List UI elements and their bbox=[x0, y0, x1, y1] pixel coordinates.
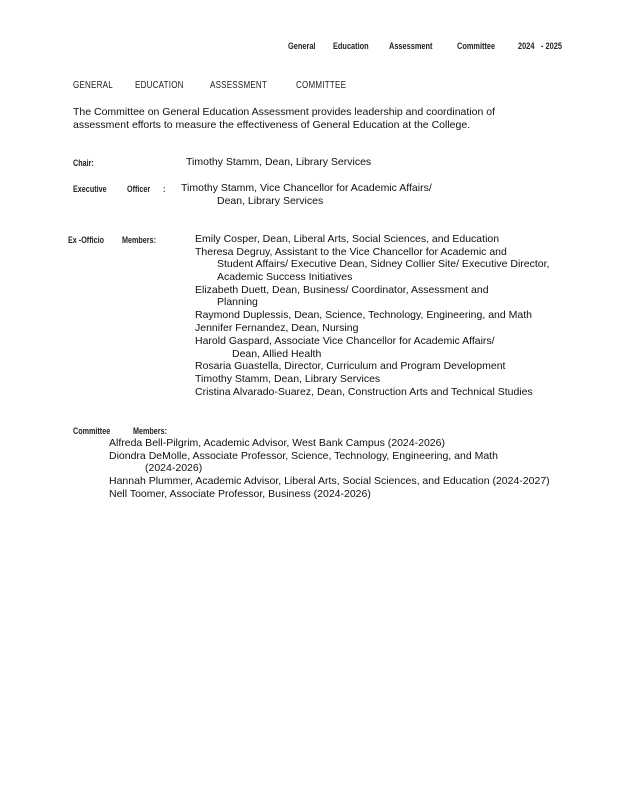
committee-members-label: Members: bbox=[133, 426, 168, 436]
committee-member-line: (2024-2026) bbox=[145, 462, 203, 474]
running-header-word: Committee bbox=[457, 41, 496, 51]
executive-officer-line: Dean, Library Services bbox=[217, 195, 324, 207]
committee-member-line: Diondra DeMolle, Associate Professor, Science, Technology, Engineering, and Math bbox=[109, 450, 498, 462]
ex-officio-member-line: Emily Cosper, Dean, Liberal Arts, Social Sciences, and Education bbox=[195, 233, 500, 245]
ex-officio-member-line: Student Affairs/ Executive Dean, Sidney Collier Site/ Executive Director, bbox=[217, 258, 550, 270]
chair-label: Chair: bbox=[73, 158, 94, 168]
intro-paragraph: The Committee on General Education Assessment provides leadership and coordination of assessment efforts to measure the effectiveness of General Education at the College. bbox=[73, 106, 495, 131]
ex-officio-member-line: Timothy Stamm, Dean, Library Services bbox=[195, 373, 381, 385]
committee-member-line: Alfreda Bell-Pilgrim, Academic Advisor, West Bank Campus (2024-2026) bbox=[109, 437, 445, 449]
executive-officer-label: Executive bbox=[73, 184, 107, 194]
running-header-word: General bbox=[288, 41, 316, 51]
ex-officio-member-line: Jennifer Fernandez, Dean, Nursing bbox=[195, 322, 359, 334]
ex-officio-member-line: Harold Gaspard, Associate Vice Chancellor for Academic Affairs/ bbox=[195, 335, 495, 347]
ex-officio-label: Members: bbox=[122, 235, 157, 245]
executive-officer-line: Timothy Stamm, Vice Chancellor for Academic Affairs/ bbox=[181, 182, 432, 194]
committee-members-label: Committee bbox=[73, 426, 111, 436]
page-title-word: EDUCATION bbox=[135, 80, 184, 91]
ex-officio-member-line: Cristina Alvarado-Suarez, Dean, Construction Arts and Technical Studies bbox=[195, 386, 533, 398]
page-title-word: COMMITTEE bbox=[296, 80, 347, 91]
committee-member-line: Nell Toomer, Associate Professor, Business (2024-2026) bbox=[109, 488, 371, 500]
executive-officer-colon: : bbox=[163, 184, 166, 194]
running-header-word: Assessment bbox=[389, 41, 433, 51]
committee-member-line: Hannah Plummer, Academic Advisor, Liberal Arts, Social Sciences, and Education (2024-2027) bbox=[109, 475, 550, 487]
chair-value: Timothy Stamm, Dean, Library Services bbox=[186, 156, 372, 168]
ex-officio-member-line: Rosaria Guastella, Director, Curriculum and Program Development bbox=[195, 360, 506, 372]
ex-officio-member-line: Planning bbox=[217, 296, 258, 308]
ex-officio-member-line: Theresa Degruy, Assistant to the Vice Chancellor for Academic and bbox=[195, 246, 507, 258]
ex-officio-member-line: Academic Success Initiatives bbox=[217, 271, 353, 283]
running-header-year-start: 2024 bbox=[518, 41, 535, 51]
ex-officio-member-line: Elizabeth Duett, Dean, Business/ Coordinator, Assessment and bbox=[195, 284, 489, 296]
ex-officio-label: Ex -Officio bbox=[68, 235, 105, 245]
page-title-word: GENERAL bbox=[73, 80, 113, 91]
running-header-word: Education bbox=[333, 41, 369, 51]
running-header-year-end: - 2025 bbox=[541, 41, 562, 51]
executive-officer-label: Officer bbox=[127, 184, 151, 194]
page-title-word: ASSESSMENT bbox=[210, 80, 268, 91]
ex-officio-member-line: Raymond Duplessis, Dean, Science, Technology, Engineering, and Math bbox=[195, 309, 532, 321]
ex-officio-member-line: Dean, Allied Health bbox=[232, 348, 322, 360]
